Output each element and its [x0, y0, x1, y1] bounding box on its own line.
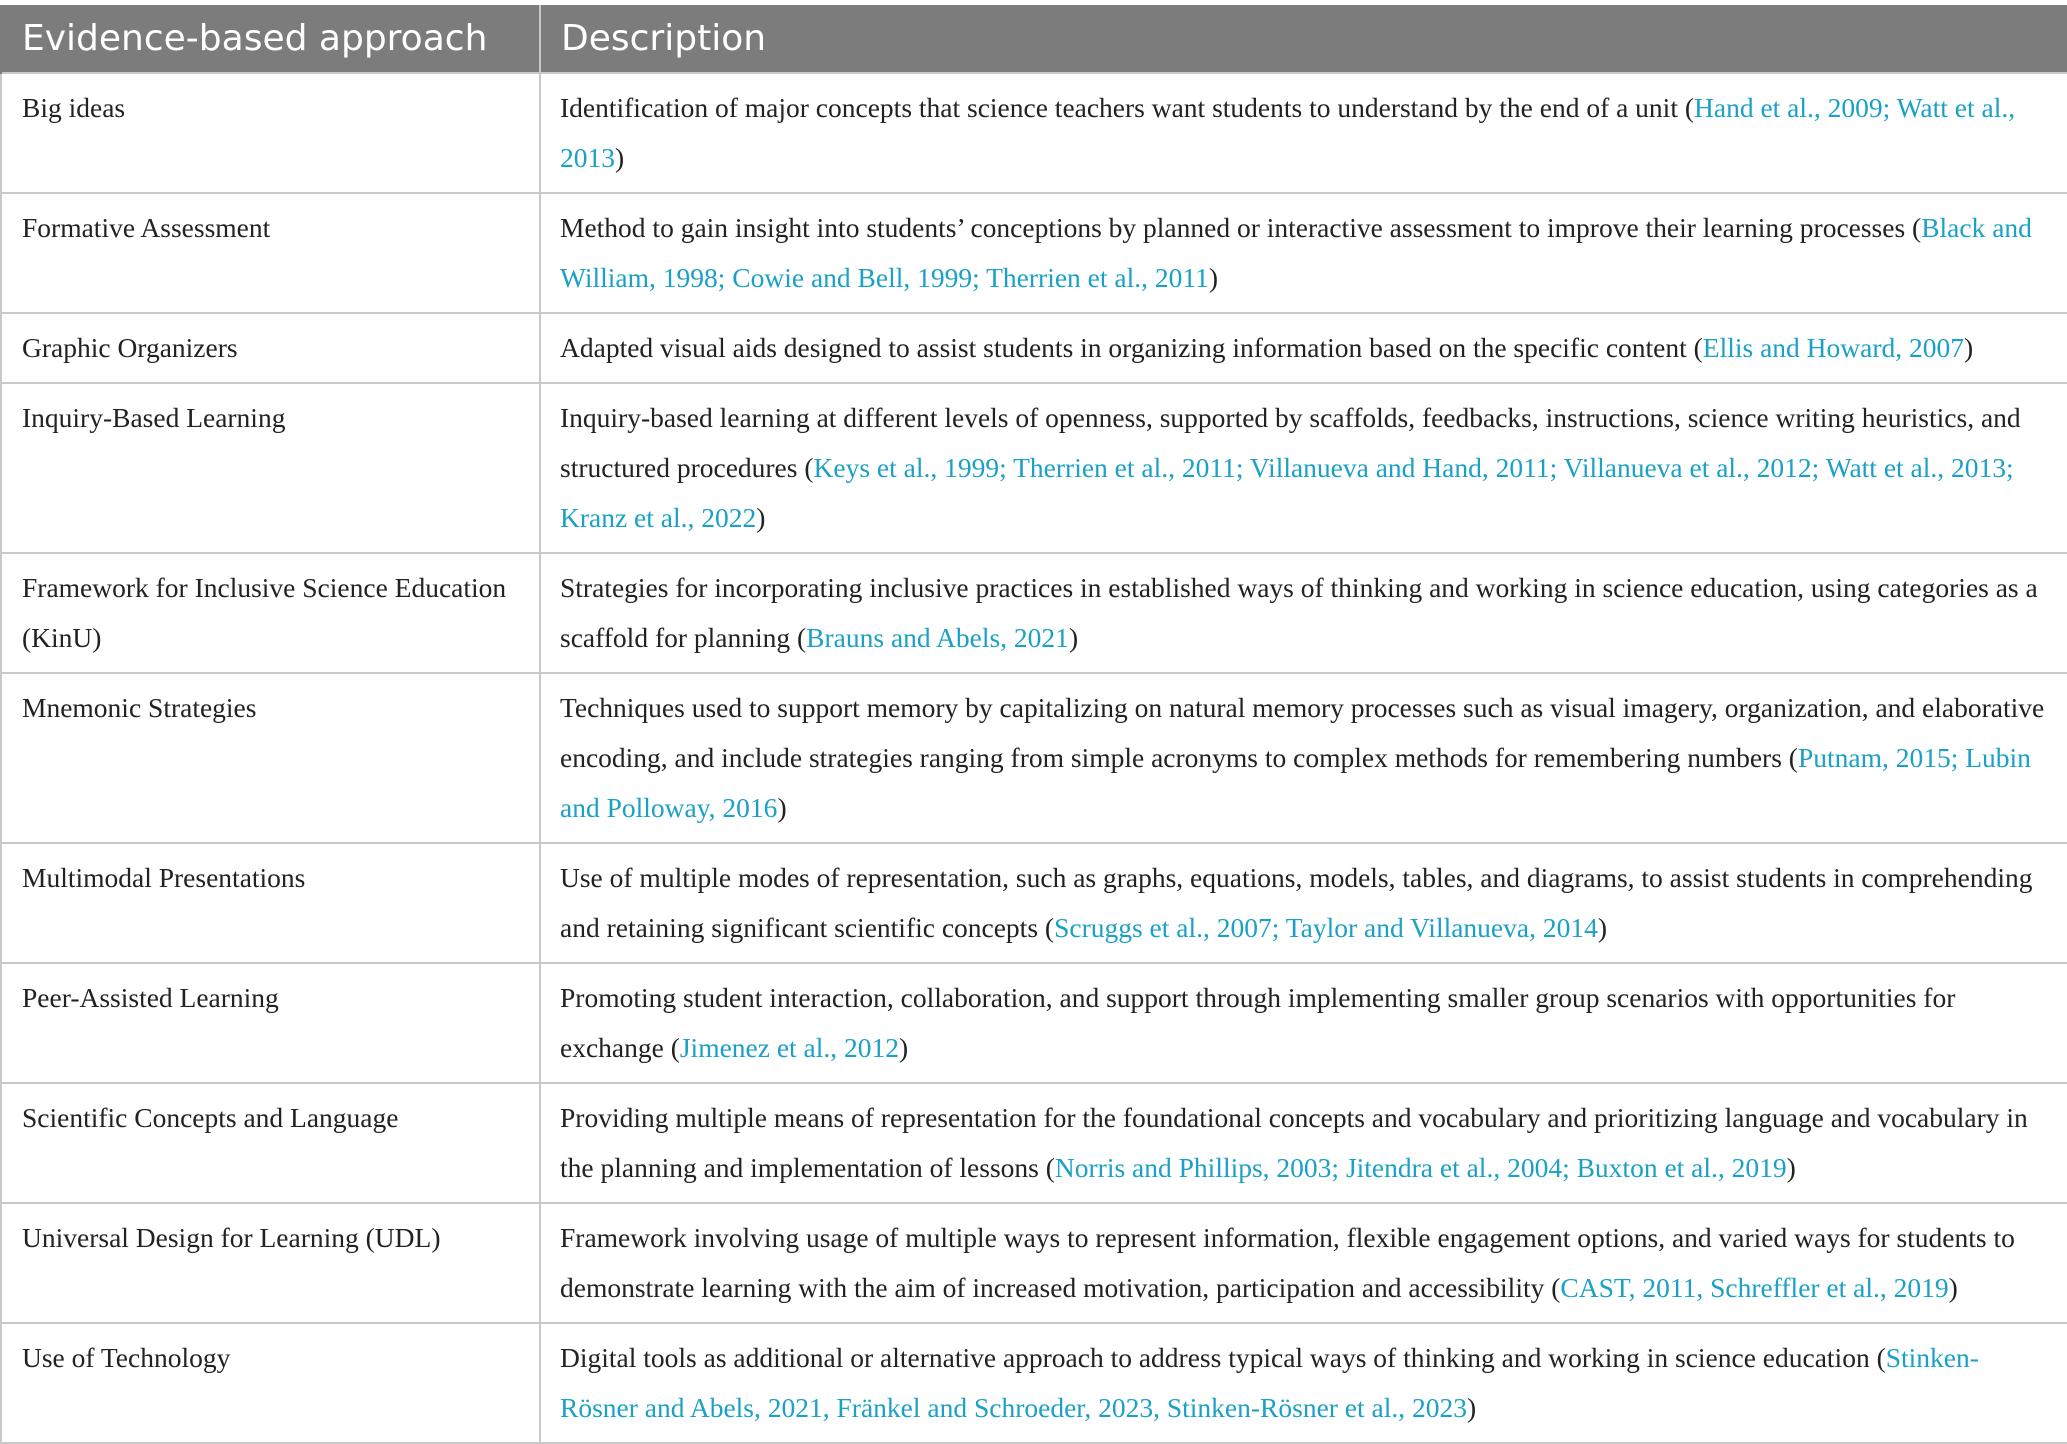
description-cell: [540, 963, 2067, 1083]
citation-link[interactable]: Brauns and Abels, 2021: [806, 622, 1069, 653]
description-text: Adapted visual aids designed to assist students in organizing information based on the specific content (: [560, 332, 1703, 363]
close-paren: ): [777, 792, 787, 823]
approach-cell: Framework for Inclusive Science Education (KinU): [1, 553, 540, 673]
table-row: [1, 1203, 2067, 1323]
citation-link[interactable]: Hand et al., 2009; Watt et al., 2013: [560, 92, 2016, 173]
description-text: Providing multiple means of representation for the foundational concepts and vocabulary and prioritizing language and vocabulary in the planning and implementation of lessons (: [560, 1102, 2028, 1183]
header-approach: Evidence-based approach: [1, 5, 540, 73]
description-text: Framework involving usage of multiple ways to represent information, flexible engagement options, and varied ways for students to demonstrate learning with the aim of increased motivation, participation and accessibility (: [560, 1222, 2015, 1303]
table-row: [1, 673, 2067, 843]
description-text: Techniques used to support memory by capitalizing on natural memory processes such as visual imagery, organization, and elaborative encoding, and include strategies ranging from simple acronyms to complex methods for remembering numbers (: [560, 692, 2045, 773]
description-cell: [540, 1323, 2067, 1443]
table-row: [1, 963, 2067, 1083]
description-cell: [540, 673, 2067, 843]
citation-link[interactable]: Black and William, 1998; Cowie and Bell, 1999; Therrien et al., 2011: [560, 212, 2032, 293]
close-paren: ): [899, 1032, 909, 1063]
description-text: Promoting student interaction, collaboration, and support through implementing smaller group scenarios with opportunities for exchange (: [560, 982, 1956, 1063]
description-cell: [540, 1083, 2067, 1203]
citation-link[interactable]: Keys et al., 1999; Therrien et al., 2011; Villanueva and Hand, 2011; Villanueva et al., 2012; Watt et al., 2013; Kranz et al., 2022: [560, 452, 2014, 533]
citation-link[interactable]: Jimenez et al., 2012: [679, 1032, 900, 1063]
close-paren: ): [1948, 1272, 1958, 1303]
citation-link[interactable]: Stinken-Rösner and Abels, 2021, Fränkel and Schroeder, 2023, Stinken-Rösner et al., 2023: [560, 1342, 1979, 1423]
citation-link[interactable]: Putnam, 2015; Lubin and Polloway, 2016: [560, 742, 2031, 823]
approach-cell: Peer-Assisted Learning: [1, 963, 540, 1083]
description-text: Digital tools as additional or alternative approach to address typical ways of thinking and working in science education (: [560, 1342, 1886, 1373]
table-row: [1, 193, 2067, 313]
approach-cell: Universal Design for Learning (UDL): [1, 1203, 540, 1323]
approach-cell: Big ideas: [1, 73, 540, 193]
description-text: Method to gain insight into students’ conceptions by planned or interactive assessment to improve their learning processes (: [560, 212, 1922, 243]
close-paren: ): [615, 142, 625, 173]
table-row: [1, 553, 2067, 673]
table-header-row: [1, 5, 2067, 73]
close-paren: ): [1786, 1152, 1796, 1183]
close-paren: ): [1964, 332, 1974, 363]
close-paren: ): [1467, 1392, 1477, 1423]
description-cell: [540, 313, 2067, 383]
description-cell: [540, 1203, 2067, 1323]
approach-cell: Formative Assessment: [1, 193, 540, 313]
description-cell: [540, 383, 2067, 553]
table-row: [1, 1083, 2067, 1203]
table-row: [1, 313, 2067, 383]
citation-link[interactable]: Ellis and Howard, 2007: [1702, 332, 1965, 363]
approach-cell: Use of Technology: [1, 1323, 540, 1443]
table-row: [1, 73, 2067, 193]
approach-cell: Scientific Concepts and Language: [1, 1083, 540, 1203]
close-paren: ): [1597, 912, 1608, 943]
close-paren: ): [1208, 262, 1219, 293]
table-row: [1, 383, 2067, 553]
description-cell: [540, 73, 2067, 193]
approach-cell: Inquiry-Based Learning: [1, 383, 540, 553]
description-cell: [540, 193, 2067, 313]
table-row: [1, 843, 2067, 963]
citation-link[interactable]: CAST, 2011, Schreffler et al., 2019: [1560, 1272, 1949, 1303]
citation-link[interactable]: Scruggs et al., 2007; Taylor and Villanueva, 2014: [1054, 912, 1598, 943]
evidence-based-approaches-table: [0, 5, 2067, 1444]
description-text: Strategies for incorporating inclusive practices in established ways of thinking and working in science education, using categories as a scaffold for planning (: [560, 572, 2038, 653]
table-row: [1, 1323, 2067, 1443]
description-cell: [540, 843, 2067, 963]
description-cell: [540, 553, 2067, 673]
citation-link[interactable]: Norris and Phillips, 2003; Jitendra et al., 2004; Buxton et al., 2019: [1054, 1152, 1787, 1183]
approach-cell: Mnemonic Strategies: [1, 673, 540, 843]
header-description: Description: [540, 5, 2067, 73]
description-text: Identification of major concepts that science teachers want students to understand by the end of a unit (: [560, 92, 1694, 123]
close-paren: ): [1068, 622, 1079, 653]
approach-cell: Multimodal Presentations: [1, 843, 540, 963]
approach-cell: Graphic Organizers: [1, 313, 540, 383]
close-paren: ): [756, 502, 766, 533]
description-text: Inquiry-based learning at different levels of openness, supported by scaffolds, feedbacks, instructions, science writing heuristics, and structured procedures (: [560, 402, 2021, 483]
description-text: Use of multiple modes of representation, such as graphs, equations, models, tables, and diagrams, to assist students in comprehending and retaining significant scientific concepts (: [560, 862, 2033, 943]
